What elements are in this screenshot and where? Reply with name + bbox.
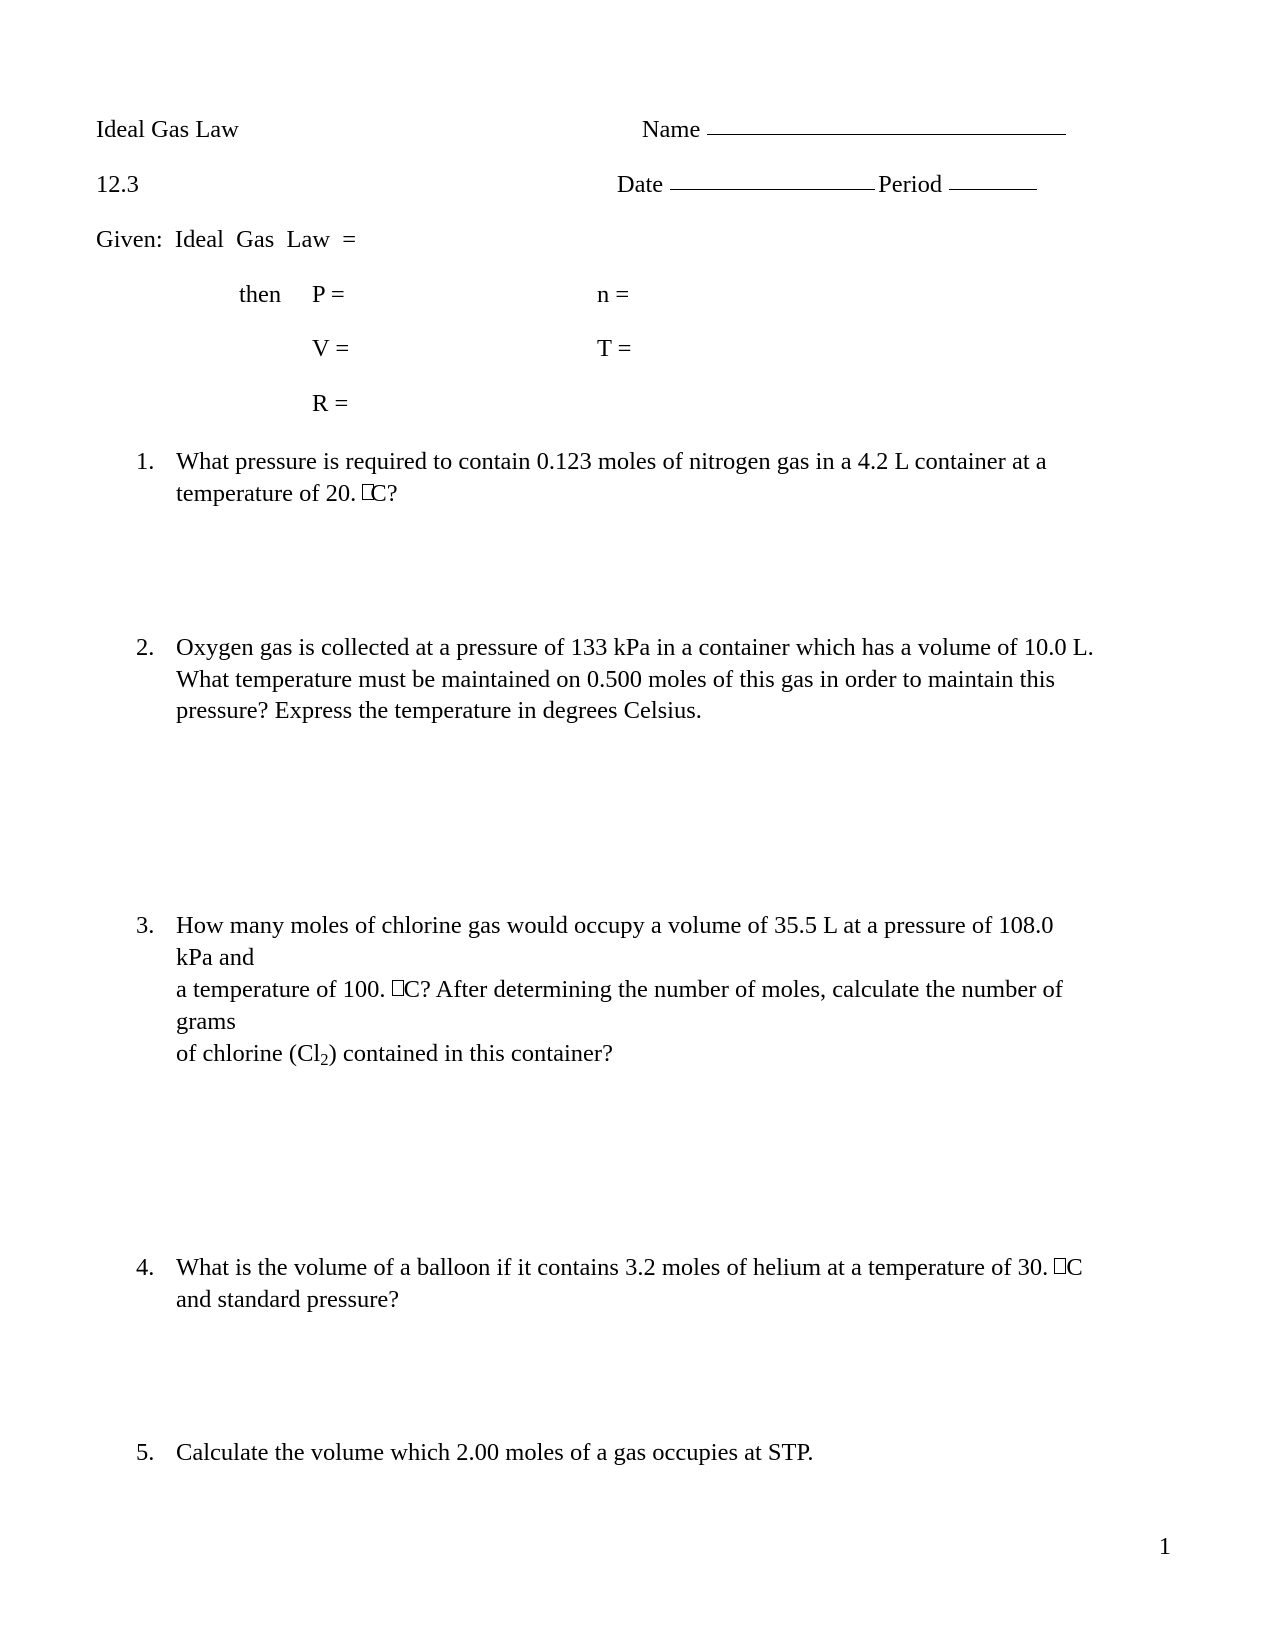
period-label: Period bbox=[878, 170, 943, 198]
question-line-text: Calculate the volume which 2.00 moles of a gas occupies at STP. bbox=[176, 1439, 814, 1467]
page-number: 1 bbox=[1158, 1532, 1171, 1560]
page-content bbox=[96, 118, 1096, 1469]
question-2 bbox=[96, 632, 1096, 728]
question-3 bbox=[96, 910, 1096, 1069]
question-line-text: C bbox=[1066, 1254, 1083, 1282]
question-line bbox=[176, 1284, 1096, 1316]
question-number: 1. bbox=[136, 448, 155, 475]
variable-t: T = bbox=[597, 335, 632, 362]
question-line-text: C? After determining the number of moles, calculate the number of grams bbox=[176, 975, 1063, 1035]
question-line bbox=[176, 632, 1096, 664]
answer-space-2[interactable] bbox=[96, 727, 1096, 910]
page-title: Ideal Gas Law bbox=[96, 116, 239, 143]
then-label: then bbox=[239, 280, 282, 308]
degree-missing-glyph-icon bbox=[392, 980, 404, 996]
question-line-text: ) contained in this container? bbox=[328, 1039, 613, 1067]
name-label: Name bbox=[641, 116, 701, 143]
indent-spacer bbox=[96, 392, 239, 417]
question-line bbox=[176, 974, 1096, 1038]
question-line-text: of chlorine (Cl bbox=[176, 1039, 321, 1067]
variable-p: P = bbox=[312, 280, 345, 308]
question-line-text: What is the volume of a balloon if it contains 3.2 moles of helium at a temperature of 30. bbox=[176, 1254, 1055, 1282]
variable-row-r bbox=[96, 389, 1096, 417]
header-row-section bbox=[96, 170, 1096, 198]
question-line bbox=[176, 1038, 1096, 1070]
variable-row-v-t bbox=[96, 337, 1096, 362]
question-line-text: temperature of 20. bbox=[176, 479, 363, 507]
variable-n: n = bbox=[597, 280, 630, 308]
question-5 bbox=[96, 1437, 1096, 1469]
answer-space-1[interactable] bbox=[96, 510, 1096, 632]
question-number: 5. bbox=[136, 1439, 155, 1467]
section-number: 12.3 bbox=[96, 170, 139, 198]
date-input-rule[interactable] bbox=[670, 189, 875, 190]
question-number: 3. bbox=[136, 912, 155, 940]
question-line bbox=[176, 910, 1096, 974]
question-line bbox=[176, 446, 1096, 478]
variable-v: V = bbox=[312, 335, 350, 362]
given-variables bbox=[96, 280, 1096, 417]
given-label: Given: Ideal Gas Law = bbox=[96, 226, 357, 253]
degree-missing-glyph-icon bbox=[362, 484, 374, 500]
question-text bbox=[176, 1252, 1096, 1316]
question-list bbox=[96, 446, 1096, 1469]
indent-spacer bbox=[96, 337, 239, 362]
question-number: 2. bbox=[136, 633, 155, 661]
question-line-text: and standard pressure? bbox=[176, 1286, 400, 1314]
question-1 bbox=[96, 446, 1096, 510]
header-row-title bbox=[96, 118, 1096, 143]
question-number: 4. bbox=[136, 1254, 155, 1282]
subscript-2: 2 bbox=[320, 1049, 329, 1069]
variable-r: R = bbox=[312, 389, 349, 417]
answer-space-3[interactable] bbox=[96, 1069, 1096, 1252]
question-line bbox=[176, 1437, 1096, 1469]
question-line-text: Oxygen gas is collected at a pressure of 133 kPa in a container which has a volume of 10.0 L. bbox=[176, 633, 1094, 661]
question-line-text: What temperature must be maintained on 0.500 moles of this gas in order to maintain this bbox=[176, 665, 1056, 693]
question-line bbox=[176, 1252, 1096, 1284]
period-input-rule[interactable] bbox=[949, 189, 1037, 190]
date-label: Date bbox=[616, 170, 664, 198]
answer-space-4[interactable] bbox=[96, 1316, 1096, 1437]
name-input-rule[interactable] bbox=[707, 134, 1066, 135]
question-text bbox=[176, 632, 1096, 728]
variable-row-p-n bbox=[96, 280, 1096, 308]
then-spacer bbox=[239, 392, 312, 417]
question-text bbox=[176, 1437, 1096, 1469]
question-line-text: C? bbox=[370, 479, 398, 507]
question-4 bbox=[96, 1252, 1096, 1316]
question-line bbox=[176, 478, 1096, 510]
question-line bbox=[176, 695, 1096, 727]
then-spacer bbox=[239, 337, 312, 362]
indent-spacer bbox=[96, 283, 239, 308]
question-text bbox=[176, 910, 1096, 1069]
question-line-text: What pressure is required to contain 0.123 moles of nitrogen gas in a 4.2 L container at a bbox=[176, 448, 1047, 475]
degree-missing-glyph-icon bbox=[1054, 1258, 1066, 1274]
question-line-text: a temperature of 100. bbox=[176, 975, 392, 1003]
question-line-text: pressure? Express the temperature in degrees Celsius. bbox=[176, 697, 702, 725]
question-line bbox=[176, 664, 1096, 696]
question-text bbox=[176, 446, 1096, 510]
question-line-text: How many moles of chlorine gas would occupy a volume of 35.5 L at a pressure of 108.0 kPa and bbox=[176, 912, 1054, 972]
